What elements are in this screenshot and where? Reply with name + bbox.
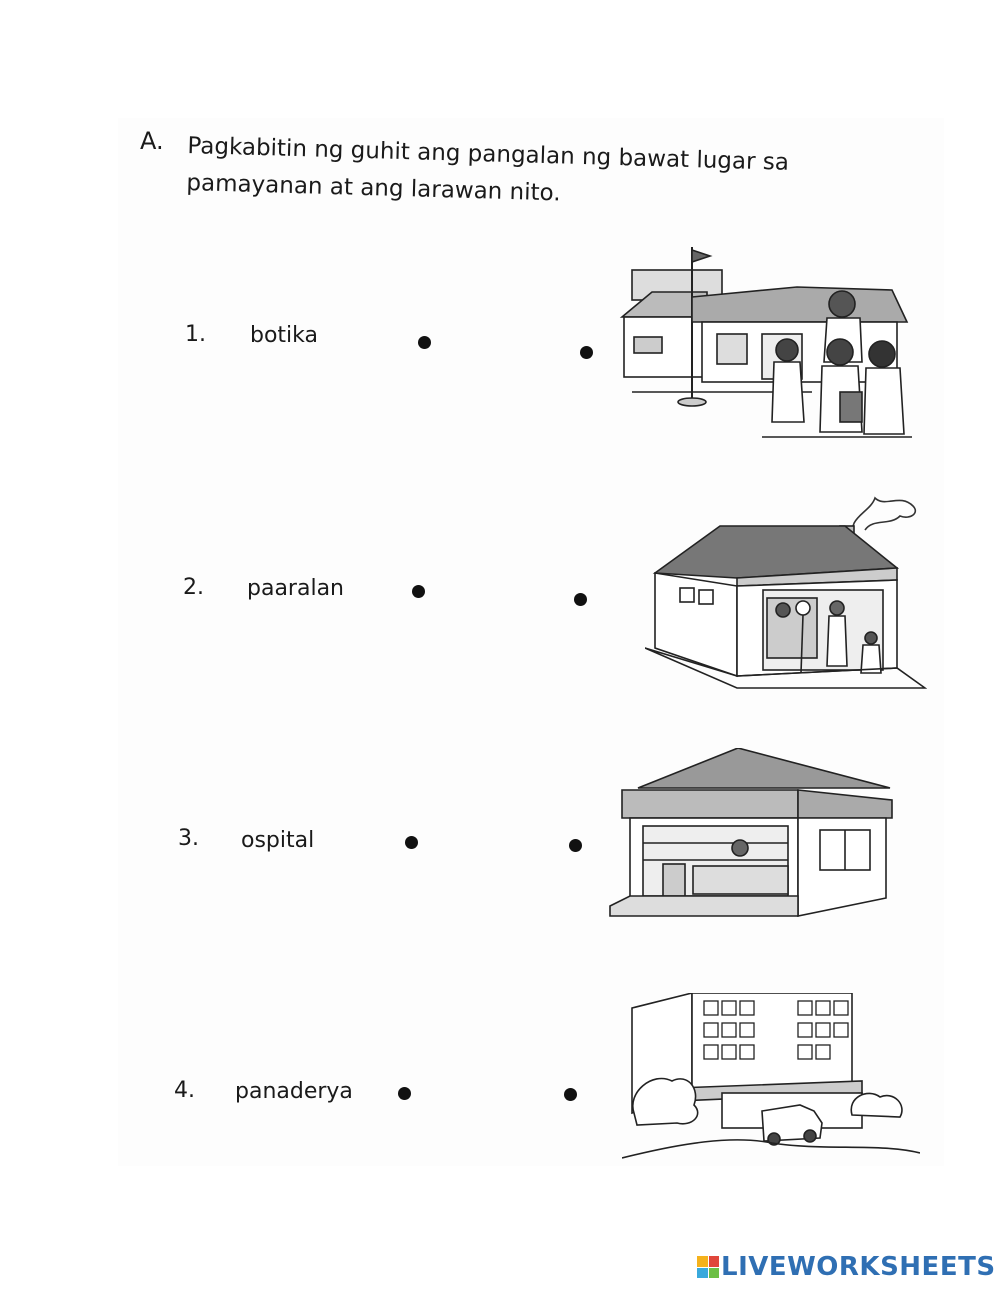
left-dot-2[interactable] [412,585,425,598]
liveworksheets-logo [697,1252,996,1282]
right-dot-2[interactable] [574,593,587,606]
item-number: 3. [178,826,199,851]
instruction-line-2: pamayanan at ang larawan nito. [186,169,561,207]
right-dot-4[interactable] [564,1088,577,1101]
item-number: 1. [185,322,206,347]
instruction-line-1: Pagkabitin ng guhit ang pangalan ng bawat lugar sa [187,132,790,176]
hospital-picture [622,993,920,1163]
left-dot-1[interactable] [418,336,431,349]
brand-name: LIVEWORKSHEETS [721,1252,996,1282]
item-number: 4. [174,1078,195,1103]
pharmacy-picture [608,748,900,918]
bakery-picture [645,488,927,698]
left-dot-3[interactable] [405,836,418,849]
school-picture [612,242,912,447]
left-dot-4[interactable] [398,1087,411,1100]
item-word-paaralan: paaralan [247,576,344,601]
item-word-ospital: ospital [241,828,315,853]
right-dot-1[interactable] [580,346,593,359]
brand-mark-icon [697,1256,719,1278]
item-word-botika: botika [250,323,318,348]
item-number: 2. [183,575,204,600]
right-dot-3[interactable] [569,839,582,852]
item-word-panaderya: panaderya [235,1079,353,1104]
section-letter: A. [140,127,164,155]
